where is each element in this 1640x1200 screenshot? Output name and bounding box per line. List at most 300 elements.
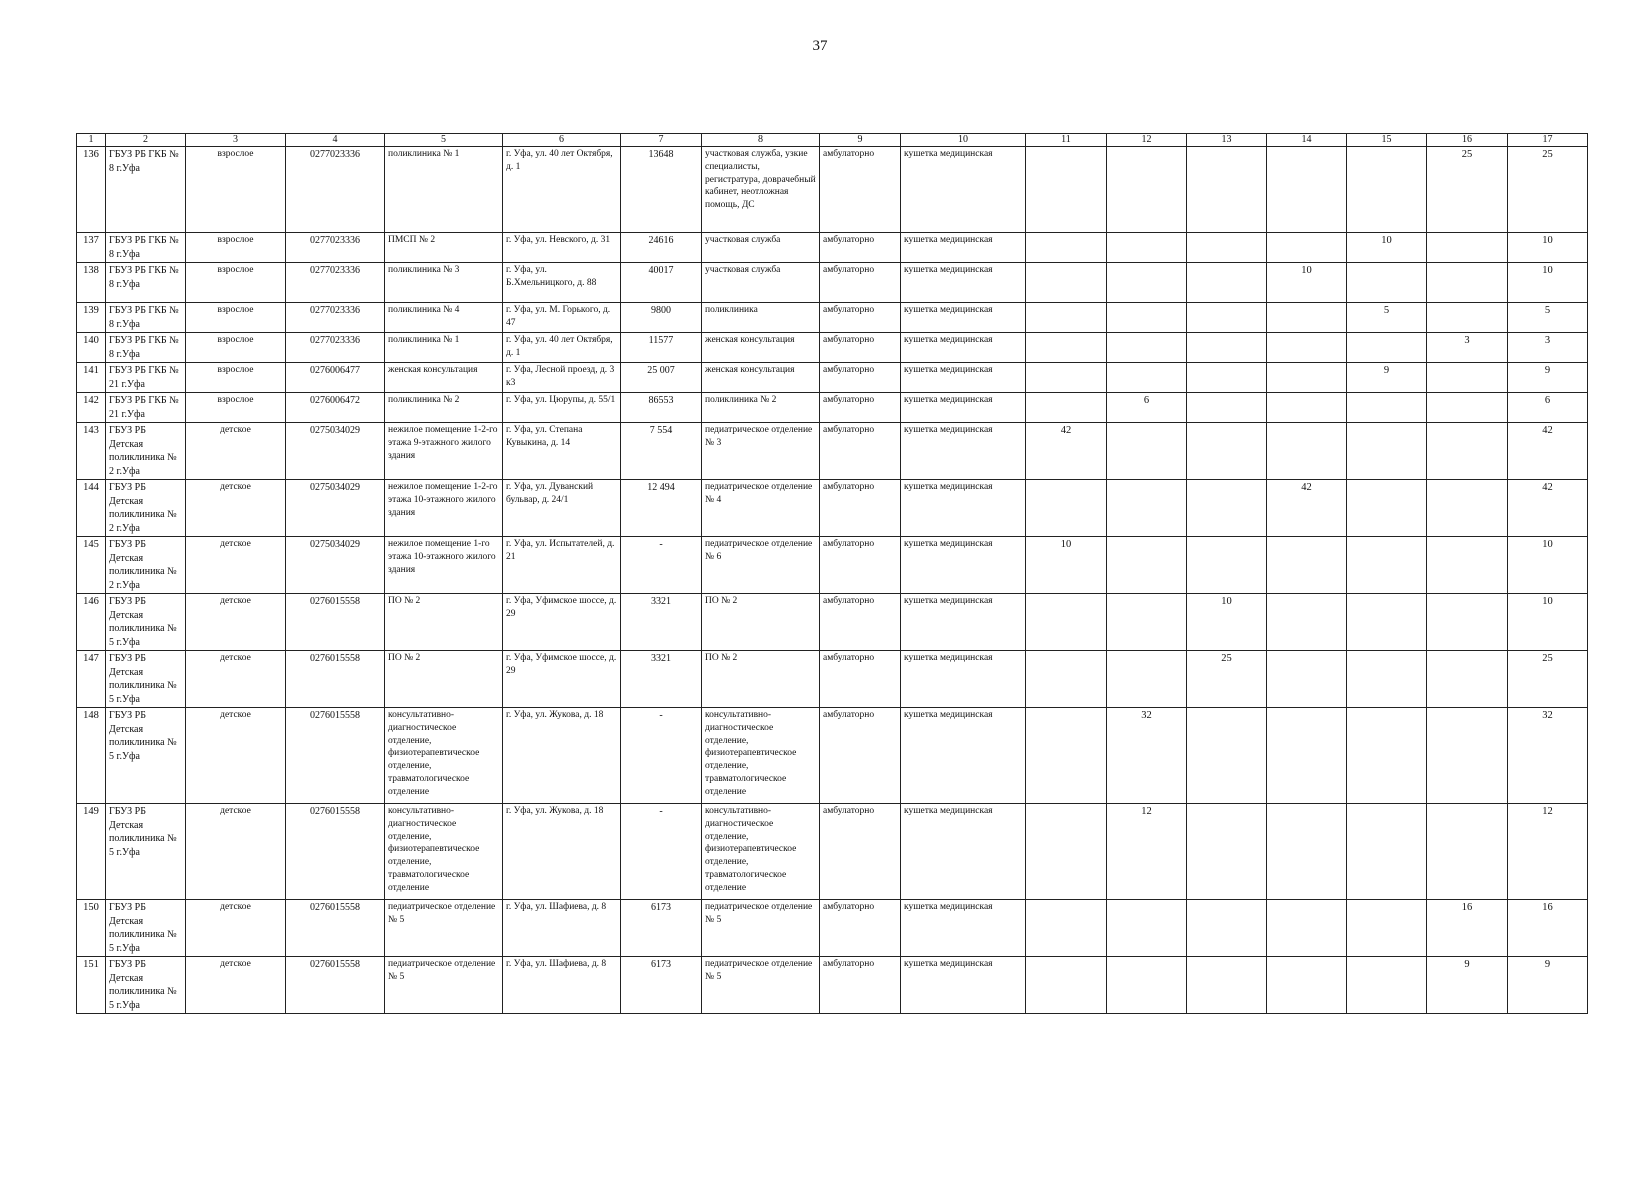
quantity-cell [1347,900,1427,957]
quantity-cell [1107,957,1187,1014]
population-cell: - [621,708,702,804]
address-cell: г. Уфа, ул. Дуванский бульвар, д. 24/1 [503,480,621,537]
address-cell: г. Уфа, ул. М. Горького, д. 47 [503,303,621,333]
total-cell: 25 [1508,651,1588,708]
equipment-cell: кушетка медицинская [901,708,1026,804]
table-row [77,333,1588,363]
total-cell: 16 [1508,900,1588,957]
population-type-cell: детское [186,537,286,594]
equipment-cell: кушетка медицинская [901,480,1026,537]
column-number-header: 12 [1107,134,1187,147]
quantity-cell [1267,303,1347,333]
table-row [77,708,1588,804]
row-number-cell: 150 [77,900,106,957]
quantity-cell [1026,233,1107,263]
column-number-header: 16 [1427,134,1508,147]
unit-cell: ПМСП № 2 [385,233,503,263]
service-cell: участковая служба [702,233,820,263]
column-number-header: 5 [385,134,503,147]
quantity-cell: 5 [1347,303,1427,333]
quantity-cell: 42 [1026,423,1107,480]
population-type-cell: детское [186,480,286,537]
total-cell: 10 [1508,537,1588,594]
care-form-cell: амбулаторно [820,147,901,233]
inn-cell: 0276006477 [286,363,385,393]
quantity-cell [1187,393,1267,423]
inn-cell: 0277023336 [286,263,385,303]
quantity-cell [1267,233,1347,263]
unit-cell: поликлиника № 3 [385,263,503,303]
population-type-cell: взрослое [186,263,286,303]
quantity-cell: 10 [1347,233,1427,263]
table-row [77,263,1588,303]
population-type-cell: детское [186,900,286,957]
service-cell: педиатрическое отделение № 4 [702,480,820,537]
organization-cell: ГБУЗ РБ Детская поликлиника № 5 г.Уфа [106,900,186,957]
table-row [77,480,1588,537]
quantity-cell: 25 [1187,651,1267,708]
quantity-cell [1107,423,1187,480]
population-cell: 13648 [621,147,702,233]
equipment-cell: кушетка медицинская [901,263,1026,303]
inn-cell: 0277023336 [286,147,385,233]
quantity-cell [1347,651,1427,708]
equipment-cell: кушетка медицинская [901,423,1026,480]
population-cell: 3321 [621,651,702,708]
quantity-cell [1107,537,1187,594]
address-cell: г. Уфа, ул. 40 лет Октября, д. 1 [503,147,621,233]
quantity-cell [1026,303,1107,333]
quantity-cell: 10 [1026,537,1107,594]
care-form-cell: амбулаторно [820,480,901,537]
quantity-cell [1427,708,1508,804]
row-number-cell: 142 [77,393,106,423]
care-form-cell: амбулаторно [820,333,901,363]
care-form-cell: амбулаторно [820,708,901,804]
column-number-header: 17 [1508,134,1588,147]
total-cell: 25 [1508,147,1588,233]
organization-cell: ГБУЗ РБ ГКБ № 8 г.Уфа [106,263,186,303]
inn-cell: 0276015558 [286,651,385,708]
quantity-cell [1267,900,1347,957]
service-cell: ПО № 2 [702,651,820,708]
organization-cell: ГБУЗ РБ Детская поликлиника № 5 г.Уфа [106,651,186,708]
quantity-cell [1187,333,1267,363]
total-cell: 10 [1508,233,1588,263]
total-cell: 42 [1508,480,1588,537]
quantity-cell [1187,303,1267,333]
table-row [77,303,1588,333]
equipment-cell: кушетка медицинская [901,393,1026,423]
unit-cell: нежилое помещение 1-го этажа 10-этажного жилого здания [385,537,503,594]
quantity-cell [1267,804,1347,900]
organization-cell: ГБУЗ РБ ГКБ № 21 г.Уфа [106,393,186,423]
quantity-cell [1187,233,1267,263]
unit-cell: педиатрическое отделение № 5 [385,957,503,1014]
unit-cell: нежилое помещение 1-2-го этажа 9-этажного жилого здания [385,423,503,480]
quantity-cell [1427,303,1508,333]
equipment-cell: кушетка медицинская [901,303,1026,333]
quantity-cell [1187,900,1267,957]
inn-cell: 0275034029 [286,480,385,537]
row-number-cell: 143 [77,423,106,480]
organization-cell: ГБУЗ РБ ГКБ № 8 г.Уфа [106,303,186,333]
column-number-header: 8 [702,134,820,147]
unit-cell: поликлиника № 1 [385,147,503,233]
organization-cell: ГБУЗ РБ Детская поликлиника № 5 г.Уфа [106,804,186,900]
quantity-cell [1026,363,1107,393]
population-type-cell: детское [186,423,286,480]
quantity-cell: 32 [1107,708,1187,804]
care-form-cell: амбулаторно [820,900,901,957]
organization-cell: ГБУЗ РБ ГКБ № 21 г.Уфа [106,363,186,393]
population-type-cell: взрослое [186,393,286,423]
inn-cell: 0276006472 [286,393,385,423]
unit-cell: ПО № 2 [385,594,503,651]
total-cell: 12 [1508,804,1588,900]
column-number-header: 15 [1347,134,1427,147]
column-number-header: 3 [186,134,286,147]
data-table [76,133,1588,1014]
inn-cell: 0275034029 [286,537,385,594]
quantity-cell [1427,393,1508,423]
row-number-cell: 151 [77,957,106,1014]
population-type-cell: детское [186,651,286,708]
population-type-cell: детское [186,708,286,804]
population-cell: 7 554 [621,423,702,480]
column-number-header: 11 [1026,134,1107,147]
quantity-cell [1347,393,1427,423]
total-cell: 9 [1508,363,1588,393]
column-number-header: 14 [1267,134,1347,147]
quantity-cell [1026,263,1107,303]
quantity-cell [1107,594,1187,651]
care-form-cell: амбулаторно [820,363,901,393]
inn-cell: 0277023336 [286,233,385,263]
quantity-cell [1187,537,1267,594]
quantity-cell: 9 [1347,363,1427,393]
population-cell: - [621,537,702,594]
quantity-cell [1347,708,1427,804]
equipment-cell: кушетка медицинская [901,957,1026,1014]
care-form-cell: амбулаторно [820,594,901,651]
column-number-header: 1 [77,134,106,147]
row-number-cell: 144 [77,480,106,537]
equipment-cell: кушетка медицинская [901,804,1026,900]
quantity-cell [1107,303,1187,333]
service-cell: участковая служба, узкие специалисты, регистратура, доврачебный кабинет, неотложная помощь, ДС [702,147,820,233]
row-number-cell: 137 [77,233,106,263]
quantity-cell [1267,393,1347,423]
population-type-cell: взрослое [186,333,286,363]
quantity-cell: 12 [1107,804,1187,900]
care-form-cell: амбулаторно [820,423,901,480]
quantity-cell [1427,651,1508,708]
quantity-cell [1427,480,1508,537]
address-cell: г. Уфа, ул. Цюрупы, д. 55/1 [503,393,621,423]
total-cell: 5 [1508,303,1588,333]
total-cell: 32 [1508,708,1588,804]
quantity-cell [1107,480,1187,537]
total-cell: 6 [1508,393,1588,423]
inn-cell: 0276015558 [286,804,385,900]
service-cell: ПО № 2 [702,594,820,651]
table-row [77,147,1588,233]
population-cell: 6173 [621,900,702,957]
quantity-cell [1026,651,1107,708]
column-number-header: 6 [503,134,621,147]
population-cell: 24616 [621,233,702,263]
equipment-cell: кушетка медицинская [901,333,1026,363]
quantity-cell [1427,537,1508,594]
row-number-cell: 148 [77,708,106,804]
inn-cell: 0276015558 [286,708,385,804]
address-cell: г. Уфа, ул. 40 лет Октября, д. 1 [503,333,621,363]
organization-cell: ГБУЗ РБ Детская поликлиника № 5 г.Уфа [106,708,186,804]
table-row [77,233,1588,263]
quantity-cell: 16 [1427,900,1508,957]
quantity-cell [1187,423,1267,480]
care-form-cell: амбулаторно [820,393,901,423]
population-type-cell: взрослое [186,363,286,393]
total-cell: 10 [1508,594,1588,651]
quantity-cell [1107,900,1187,957]
row-number-cell: 149 [77,804,106,900]
organization-cell: ГБУЗ РБ Детская поликлиника № 5 г.Уфа [106,957,186,1014]
unit-cell: ПО № 2 [385,651,503,708]
organization-cell: ГБУЗ РБ ГКБ № 8 г.Уфа [106,147,186,233]
population-type-cell: детское [186,594,286,651]
total-cell: 42 [1508,423,1588,480]
service-cell: педиатрическое отделение № 5 [702,957,820,1014]
quantity-cell [1267,423,1347,480]
address-cell: г. Уфа, Уфимское шоссе, д. 29 [503,594,621,651]
quantity-cell [1187,708,1267,804]
population-cell: 25 007 [621,363,702,393]
address-cell: г. Уфа, Уфимское шоссе, д. 29 [503,651,621,708]
unit-cell: педиатрическое отделение № 5 [385,900,503,957]
quantity-cell [1026,480,1107,537]
quantity-cell [1026,147,1107,233]
care-form-cell: амбулаторно [820,804,901,900]
column-number-header: 4 [286,134,385,147]
address-cell: г. Уфа, ул. Жукова, д. 18 [503,804,621,900]
quantity-cell: 10 [1187,594,1267,651]
table-row [77,594,1588,651]
care-form-cell: амбулаторно [820,263,901,303]
column-number-header: 13 [1187,134,1267,147]
population-type-cell: детское [186,804,286,900]
quantity-cell: 25 [1427,147,1508,233]
service-cell: поликлиника № 2 [702,393,820,423]
quantity-cell [1347,423,1427,480]
quantity-cell [1267,708,1347,804]
population-type-cell: взрослое [186,233,286,263]
address-cell: г. Уфа, ул. Шафиева, д. 8 [503,900,621,957]
quantity-cell [1026,708,1107,804]
quantity-cell [1187,804,1267,900]
quantity-cell [1267,537,1347,594]
unit-cell: консультативно-диагностическое отделение, физиотерапевтическое отделение, травматологическое отделение [385,804,503,900]
care-form-cell: амбулаторно [820,651,901,708]
inn-cell: 0275034029 [286,423,385,480]
quantity-cell [1427,423,1508,480]
total-cell: 3 [1508,333,1588,363]
equipment-cell: кушетка медицинская [901,363,1026,393]
quantity-cell [1187,957,1267,1014]
equipment-cell: кушетка медицинская [901,233,1026,263]
population-type-cell: взрослое [186,303,286,333]
quantity-cell: 10 [1267,263,1347,303]
quantity-cell [1267,333,1347,363]
quantity-cell [1427,263,1508,303]
organization-cell: ГБУЗ РБ Детская поликлиника № 2 г.Уфа [106,423,186,480]
care-form-cell: амбулаторно [820,957,901,1014]
quantity-cell [1427,594,1508,651]
service-cell: педиатрическое отделение № 5 [702,900,820,957]
quantity-cell [1187,147,1267,233]
population-cell: 12 494 [621,480,702,537]
unit-cell: нежилое помещение 1-2-го этажа 10-этажного жилого здания [385,480,503,537]
quantity-cell [1347,537,1427,594]
service-cell: поликлиника [702,303,820,333]
care-form-cell: амбулаторно [820,537,901,594]
row-number-cell: 141 [77,363,106,393]
quantity-cell [1026,594,1107,651]
population-type-cell: взрослое [186,147,286,233]
quantity-cell [1347,333,1427,363]
service-cell: педиатрическое отделение № 6 [702,537,820,594]
quantity-cell [1347,594,1427,651]
quantity-cell [1107,651,1187,708]
organization-cell: ГБУЗ РБ ГКБ № 8 г.Уфа [106,233,186,263]
address-cell: г. Уфа, ул. Испытателей, д. 21 [503,537,621,594]
quantity-cell [1427,233,1508,263]
population-cell: 9800 [621,303,702,333]
unit-cell: поликлиника № 1 [385,333,503,363]
row-number-cell: 140 [77,333,106,363]
quantity-cell [1267,651,1347,708]
quantity-cell: 6 [1107,393,1187,423]
inn-cell: 0277023336 [286,333,385,363]
organization-cell: ГБУЗ РБ ГКБ № 8 г.Уфа [106,333,186,363]
table-row [77,804,1588,900]
quantity-cell [1267,363,1347,393]
care-form-cell: амбулаторно [820,233,901,263]
column-number-header: 2 [106,134,186,147]
organization-cell: ГБУЗ РБ Детская поликлиника № 5 г.Уфа [106,594,186,651]
inn-cell: 0276015558 [286,900,385,957]
equipment-cell: кушетка медицинская [901,651,1026,708]
quantity-cell [1107,333,1187,363]
table-row [77,423,1588,480]
service-cell: педиатрическое отделение № 3 [702,423,820,480]
quantity-cell [1026,393,1107,423]
page-number: 37 [812,38,828,54]
column-number-header: 10 [901,134,1026,147]
population-cell: 6173 [621,957,702,1014]
total-cell: 9 [1508,957,1588,1014]
quantity-cell [1026,804,1107,900]
population-cell: 40017 [621,263,702,303]
row-number-cell: 139 [77,303,106,333]
row-number-cell: 138 [77,263,106,303]
population-type-cell: детское [186,957,286,1014]
column-number-header: 9 [820,134,901,147]
quantity-cell [1347,804,1427,900]
row-number-cell: 145 [77,537,106,594]
quantity-cell [1026,333,1107,363]
row-number-cell: 146 [77,594,106,651]
quantity-cell [1347,480,1427,537]
quantity-cell [1107,233,1187,263]
address-cell: г. Уфа, ул. Невского, д. 31 [503,233,621,263]
quantity-cell [1107,363,1187,393]
table-row [77,651,1588,708]
quantity-cell [1267,594,1347,651]
quantity-cell [1187,480,1267,537]
address-cell: г. Уфа, ул. Б.Хмельницкого, д. 88 [503,263,621,303]
quantity-cell [1267,147,1347,233]
service-cell: участковая служба [702,263,820,303]
inn-cell: 0276015558 [286,957,385,1014]
organization-cell: ГБУЗ РБ Детская поликлиника № 2 г.Уфа [106,537,186,594]
unit-cell: консультативно-диагностическое отделение, физиотерапевтическое отделение, травматологическое отделение [385,708,503,804]
inn-cell: 0277023336 [286,303,385,333]
total-cell: 10 [1508,263,1588,303]
equipment-cell: кушетка медицинская [901,147,1026,233]
equipment-cell: кушетка медицинская [901,900,1026,957]
row-number-cell: 147 [77,651,106,708]
service-cell: консультативно-диагностическое отделение, физиотерапевтическое отделение, травматологическое отделение [702,804,820,900]
quantity-cell: 9 [1427,957,1508,1014]
address-cell: г. Уфа, Лесной проезд, д. 3 к3 [503,363,621,393]
table-row [77,900,1588,957]
quantity-cell [1427,804,1508,900]
quantity-cell: 3 [1427,333,1508,363]
address-cell: г. Уфа, ул. Жукова, д. 18 [503,708,621,804]
equipment-cell: кушетка медицинская [901,537,1026,594]
service-cell: женская консультация [702,363,820,393]
unit-cell: женская консультация [385,363,503,393]
quantity-cell [1347,957,1427,1014]
service-cell: женская консультация [702,333,820,363]
care-form-cell: амбулаторно [820,303,901,333]
quantity-cell [1107,147,1187,233]
inn-cell: 0276015558 [286,594,385,651]
quantity-cell [1107,263,1187,303]
organization-cell: ГБУЗ РБ Детская поликлиника № 2 г.Уфа [106,480,186,537]
table-row [77,537,1588,594]
population-cell: 11577 [621,333,702,363]
table-row [77,393,1588,423]
quantity-cell [1347,263,1427,303]
quantity-cell [1026,900,1107,957]
table-row [77,957,1588,1014]
address-cell: г. Уфа, ул. Шафиева, д. 8 [503,957,621,1014]
quantity-cell [1427,363,1508,393]
population-cell: - [621,804,702,900]
unit-cell: поликлиника № 2 [385,393,503,423]
equipment-cell: кушетка медицинская [901,594,1026,651]
row-number-cell: 136 [77,147,106,233]
quantity-cell [1187,363,1267,393]
quantity-cell [1267,957,1347,1014]
column-number-header: 7 [621,134,702,147]
quantity-cell [1187,263,1267,303]
address-cell: г. Уфа, ул. Степана Кувыкина, д. 14 [503,423,621,480]
unit-cell: поликлиника № 4 [385,303,503,333]
